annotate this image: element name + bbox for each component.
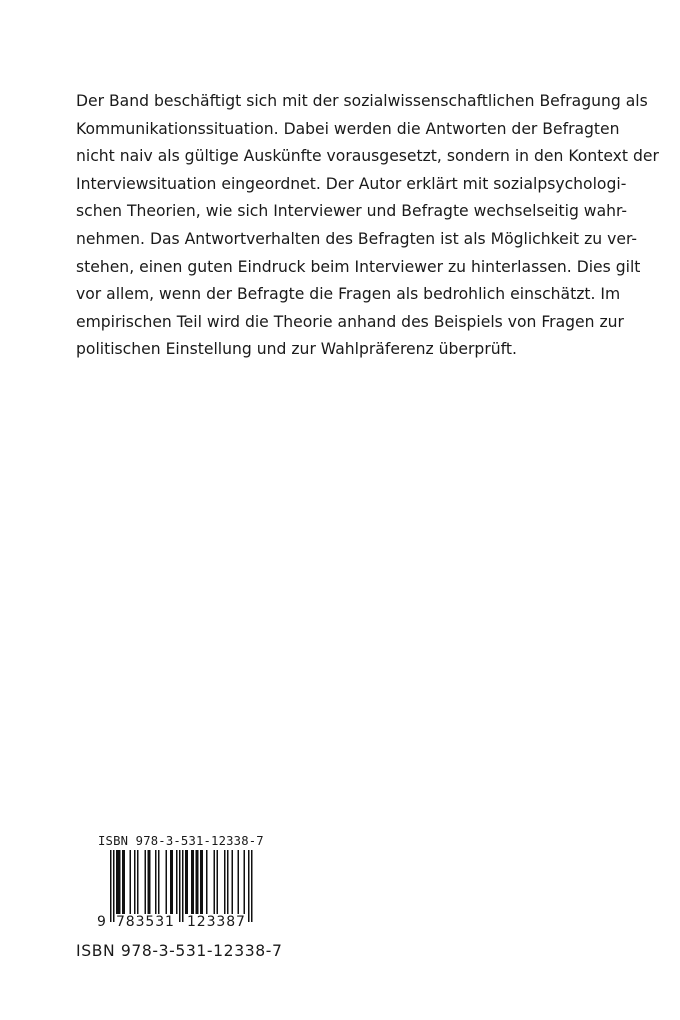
barcode-guard-bar bbox=[182, 850, 184, 922]
barcode-bar bbox=[191, 850, 193, 914]
barcode-bar bbox=[196, 850, 198, 914]
barcode-guard-bar bbox=[248, 850, 250, 922]
barcode-bar bbox=[214, 850, 216, 914]
barcode-isbn-label: ISBN 978-3-531-12338-7 bbox=[98, 834, 264, 848]
blurb-line: schen Theorien, wie sich Interviewer und Befragte wechselseitig wahr- bbox=[76, 202, 628, 221]
barcode-bar bbox=[232, 850, 234, 914]
barcode-bar bbox=[202, 850, 204, 914]
barcode-bar bbox=[155, 850, 157, 914]
barcode-bar bbox=[124, 850, 126, 914]
barcode-bar bbox=[166, 850, 168, 914]
barcode-digits bbox=[96, 914, 256, 932]
barcode-bar bbox=[197, 850, 199, 914]
barcode-bar bbox=[158, 850, 160, 914]
barcode-bar bbox=[134, 850, 136, 914]
blurb-line: Der Band beschäftigt sich mit der sozialwissenschaftlichen Befragung als bbox=[76, 92, 648, 110]
barcode-bar bbox=[172, 850, 174, 914]
barcode-bar bbox=[238, 850, 240, 914]
barcode-guard-bar bbox=[110, 850, 112, 922]
barcode-guard-bar bbox=[113, 850, 115, 922]
barcode-bar bbox=[244, 850, 246, 914]
barcode-bar bbox=[187, 850, 189, 914]
barcode-bar bbox=[130, 850, 132, 914]
blurb-text bbox=[76, 88, 659, 364]
barcode-bar bbox=[118, 850, 120, 914]
blurb-line: stehen, einen guten Eindruck beim Interviewer zu hinterlassen. Dies gilt bbox=[76, 257, 641, 276]
barcode-bar bbox=[122, 850, 124, 914]
barcode-bar bbox=[170, 850, 172, 914]
blurb-line: empirischen Teil wird die Theorie anhand des Beispiels von Fragen zur bbox=[76, 312, 624, 331]
blurb-line: nehmen. Das Antwortverhalten des Befragten ist als Möglichkeit zu ver- bbox=[76, 229, 637, 248]
barcode-bar bbox=[149, 850, 151, 914]
blurb-line: Kommunikationssituation. Dabei werden die Antworten der Befragten bbox=[76, 119, 620, 138]
barcode-bar bbox=[119, 850, 121, 914]
barcode bbox=[96, 834, 264, 930]
blurb-line: politischen Einstellung und zur Wahlpräferenz überprüft. bbox=[76, 340, 517, 359]
barcode-bar bbox=[206, 850, 208, 914]
barcode-bar bbox=[137, 850, 139, 914]
barcode-guard-bar bbox=[179, 850, 181, 922]
blurb-line: vor allem, wenn der Befragte die Fragen als bedrohlich einschätzt. Im bbox=[76, 285, 621, 304]
isbn-text: ISBN 978-3-531-12338-7 bbox=[76, 942, 283, 960]
barcode-bar bbox=[116, 850, 118, 914]
barcode-bar bbox=[200, 850, 202, 914]
barcode-bars bbox=[96, 850, 256, 924]
blurb-line: Interviewsituation eingeordnet. Der Autor erklärt mit sozialpsychologi- bbox=[76, 174, 627, 193]
barcode-bar bbox=[145, 850, 147, 914]
barcode-bar bbox=[176, 850, 178, 914]
barcode-digits-left: 783531 bbox=[116, 914, 175, 930]
blurb-line: nicht naiv als gültige Auskünfte vorausgesetzt, sondern in den Kontext der bbox=[76, 147, 659, 166]
barcode-bar bbox=[148, 850, 150, 914]
barcode-guard-bar bbox=[251, 850, 253, 922]
barcode-bar bbox=[217, 850, 219, 914]
barcode-bar bbox=[193, 850, 195, 914]
barcode-digit-first: 9 bbox=[97, 914, 107, 930]
barcode-bar bbox=[185, 850, 187, 914]
barcode-bar bbox=[224, 850, 226, 914]
barcode-bar bbox=[227, 850, 229, 914]
barcode-digits-right: 123387 bbox=[187, 914, 246, 930]
